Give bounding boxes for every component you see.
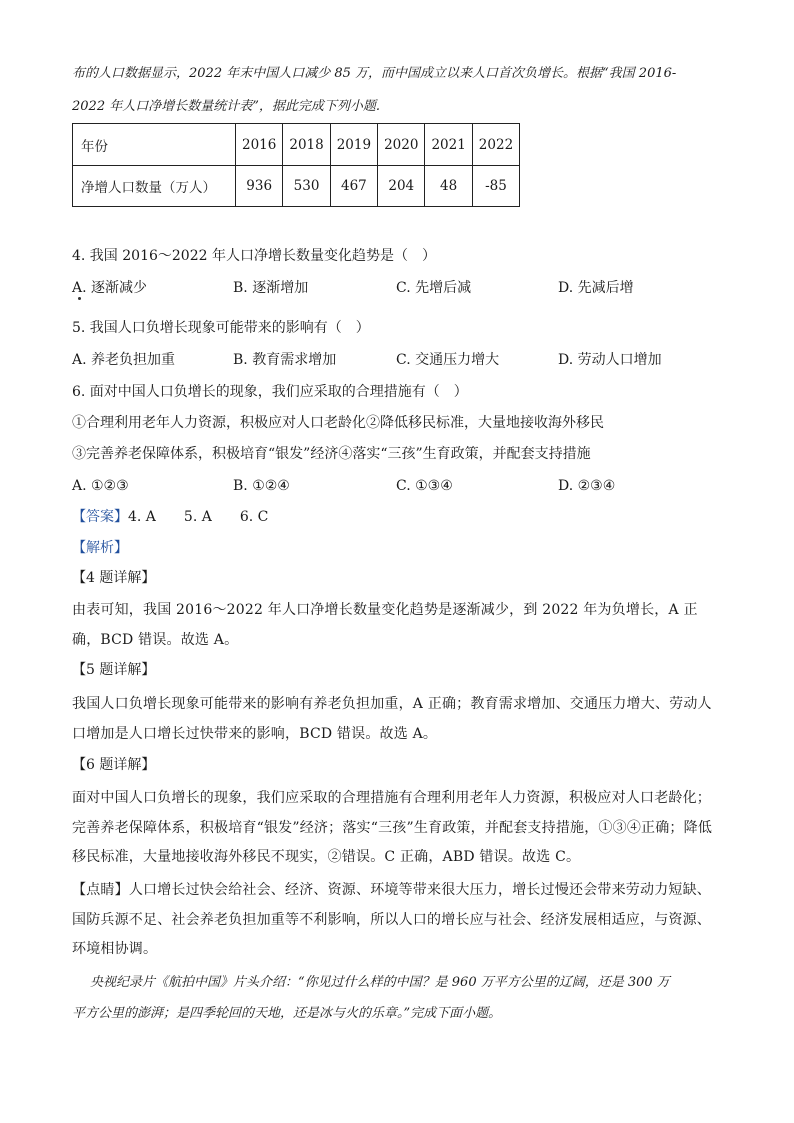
table-year-cell: 2021	[425, 124, 472, 166]
table-value-cell: 204	[378, 166, 425, 207]
table-header-row	[73, 124, 520, 166]
table-header-label: 年份	[73, 124, 236, 166]
q6-items-line-2: ③完善养老保障体系，积极培育“银发”经济④落实“三孩”生育政策，并配套支持措施	[72, 446, 591, 462]
table-year-cell: 2020	[378, 124, 425, 166]
detail5-text: 我国人口负增长现象可能带来的影响有养老负担加重，A 正确；教育需求增加、交通压力增大、劳动人口增加是人口增长过快带来的影响，BCD 错误。故选 A。	[72, 696, 712, 742]
table-value-cell: 530	[283, 166, 330, 207]
q6-option-c[interactable]: C. ①③④	[396, 478, 453, 494]
table-year-cell: 2016	[236, 124, 283, 166]
next-line-1: 央视纪录片《航拍中国》片头介绍：“你见过什么样的中国？是 960 万平方公里的辽阔，还是 300 万	[90, 975, 670, 990]
q5-stem: 5. 我国人口负增长现象可能带来的影响有（ ）	[72, 320, 370, 336]
q5-option-b[interactable]: B. 教育需求增加	[233, 352, 337, 368]
q5-option-d[interactable]: D. 劳动人口增加	[558, 352, 662, 368]
table-year-cell: 2022	[472, 124, 519, 166]
answer-line	[72, 507, 268, 527]
q4-stem: 4. 我国 2016～2022 年人口净增长数量变化趋势是（ ）	[72, 248, 436, 264]
tip-block	[72, 876, 722, 965]
table-row-label: 净增人口数量（万人）	[73, 166, 236, 207]
intro-line-1: 布的人口数据显示，2022 年末中国人口减少 85 万，而中国成立以来人口首次负增长。根据“我国 2016-	[72, 66, 677, 81]
next-line-2: 平方公里的澎湃；是四季轮回的天地，还是冰与火的乐章。”完成下面小题。	[72, 1006, 502, 1021]
q5-option-c[interactable]: C. 交通压力增大	[396, 352, 500, 368]
q6-option-a[interactable]: A. ①②③	[72, 478, 129, 494]
intro-line-2: 2022 年人口净增长数量统计表”，据此完成下列小题.	[72, 99, 380, 114]
stray-dot	[78, 297, 81, 300]
detail6-title: 【6 题详解】	[72, 757, 156, 773]
table-value-cell: -85	[472, 166, 519, 207]
table-year-cell: 2018	[283, 124, 330, 166]
table-value-cell: 936	[236, 166, 283, 207]
answer-text: 4. A 5. A 6. C	[128, 509, 269, 525]
detail4-title: 【4 题详解】	[72, 570, 156, 586]
analysis-label: 【解析】	[72, 540, 128, 556]
q4-option-c[interactable]: C. 先增后减	[396, 280, 472, 296]
tip-label: 【点睛】	[72, 882, 129, 898]
detail6-text: 面对中国人口负增长的现象，我们应采取的合理措施有合理利用老年人力资源，积极应对人口老龄化；完善养老保障体系，积极培育“银发”经济；落实“三孩”生育政策，并配套支持措施，①③④正确；降低移民标准，大量地接收海外移民不现实，②错误。C 正确，ABD 错误。故选 C。	[72, 790, 713, 865]
q4-option-a[interactable]: A. 逐渐减少	[72, 280, 148, 296]
q6-option-b[interactable]: B. ①②④	[233, 478, 290, 494]
table-value-row	[73, 166, 520, 207]
q4-option-d[interactable]: D. 先减后增	[558, 280, 634, 296]
detail5-title: 【5 题详解】	[72, 662, 156, 678]
tip-text: 人口增长过快会给社会、经济、资源、环境等带来很大压力，增长过慢还会带来劳动力短缺、国防兵源不足、社会养老负担加重等不利影响，所以人口的增长应与社会、经济发展相适应，与资源、环境相协调。	[72, 882, 712, 957]
q4-option-b[interactable]: B. 逐渐增加	[233, 280, 309, 296]
table-year-cell: 2019	[330, 124, 377, 166]
q6-option-d[interactable]: D. ②③④	[558, 478, 616, 494]
q6-stem: 6. 面对中国人口负增长的现象，我们应采取的合理措施有（ ）	[72, 384, 468, 400]
answer-label: 【答案】	[72, 509, 128, 525]
detail4-text: 由表可知，我国 2016～2022 年人口净增长数量变化趋势是逐渐减少，到 2022 年为负增长，A 正确，BCD 错误。故选 A。	[72, 602, 698, 648]
population-table	[72, 123, 520, 207]
table-value-cell: 467	[330, 166, 377, 207]
table-value-cell: 48	[425, 166, 472, 207]
q6-items-line-1: ①合理利用老年人力资源，积极应对人口老龄化②降低移民标准，大量地接收海外移民	[72, 415, 604, 431]
q5-option-a[interactable]: A. 养老负担加重	[72, 352, 176, 368]
